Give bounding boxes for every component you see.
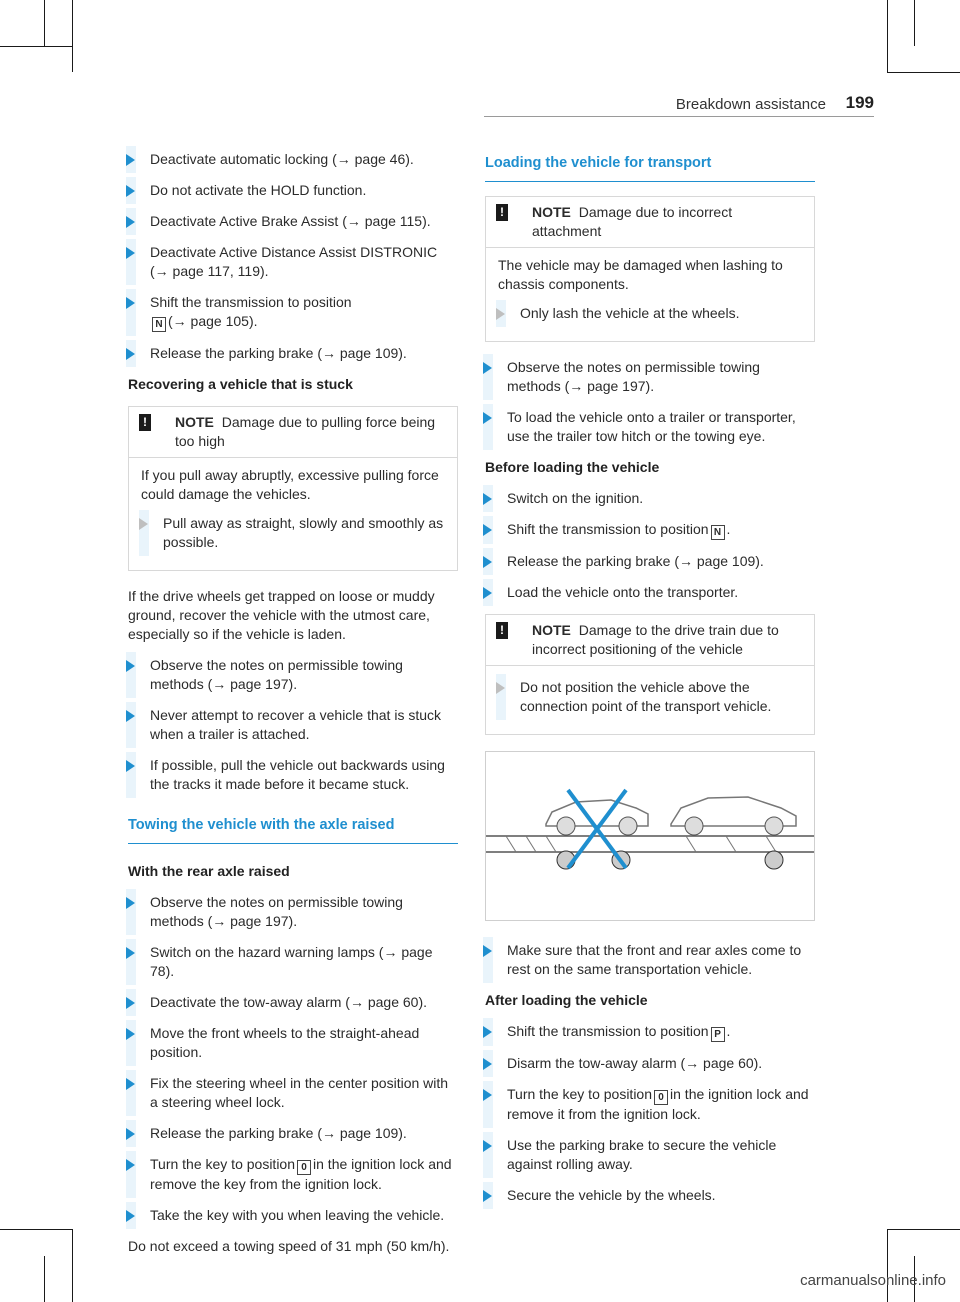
transport-illustration	[485, 751, 815, 921]
list-item: Deactivate Active Distance Assist DISTRONIC (→ page 117, 119).	[128, 243, 458, 281]
gear-key-label: N	[711, 525, 725, 540]
crop-mark	[0, 46, 72, 47]
list-item: Move the front wheels to the straight-ahead position.	[128, 1024, 458, 1062]
arrow-icon	[126, 997, 135, 1009]
note-box	[128, 406, 458, 571]
crop-mark	[914, 0, 915, 46]
arrow-icon	[126, 897, 135, 909]
crop-mark	[887, 0, 888, 72]
arrow-icon	[483, 587, 492, 599]
list-item: Secure the vehicle by the wheels.	[485, 1186, 815, 1205]
list-item: Release the parking brake (→ page 109).	[128, 1124, 458, 1143]
arrow-icon	[126, 1128, 135, 1140]
subheading: With the rear axle raised	[128, 863, 290, 879]
arrow-icon	[496, 308, 505, 320]
wheel	[765, 817, 783, 835]
warning-icon: !	[496, 204, 508, 221]
arrow-icon	[483, 556, 492, 568]
list-item: Do not activate the HOLD function.	[128, 181, 458, 200]
list-item: Observe the notes on permissible towing methods (→ page 197).	[128, 656, 458, 694]
wheel	[619, 817, 637, 835]
list-item: Deactivate the tow-away alarm (→ page 60).	[128, 993, 458, 1012]
arrow-icon	[496, 682, 505, 694]
crop-mark	[44, 0, 45, 46]
wheel	[557, 817, 575, 835]
right-column	[485, 150, 815, 1217]
arrow-icon	[139, 518, 148, 530]
note-title: Damage due to incorrect attachment	[532, 204, 733, 239]
arrow-icon	[126, 1210, 135, 1222]
crop-mark	[44, 1256, 45, 1302]
arrow-icon	[483, 1089, 492, 1101]
warning-icon: !	[139, 414, 151, 431]
subheading: Recovering a vehicle that is stuck	[128, 376, 353, 392]
note-label: NOTE	[532, 204, 571, 220]
arrow-icon	[483, 412, 492, 424]
list-item: Take the key with you when leaving the vehicle.	[128, 1206, 458, 1225]
arrow-icon	[483, 1140, 492, 1152]
paragraph: If the drive wheels get trapped on loose or muddy ground, recover the vehicle with the utmost care, especially so if the vehicle is laden.	[128, 588, 435, 642]
wheel	[685, 817, 703, 835]
crop-mark	[0, 1229, 72, 1230]
transport-wheel	[765, 851, 783, 869]
list-item: Do not position the vehicle above the connection point of the transport vehicle.	[498, 678, 802, 716]
list-item: Observe the notes on permissible towing methods (→ page 197).	[128, 893, 458, 931]
gear-key-label: N	[152, 317, 166, 332]
list-item: Pull away as straight, slowly and smoothly as possible.	[141, 514, 445, 552]
page-header	[484, 92, 874, 122]
list-item: Shift the transmission to position N (→ page 105).	[128, 293, 458, 332]
list-item: Never attempt to recover a vehicle that is stuck when a trailer is attached.	[128, 706, 458, 744]
list-item: Switch on the hazard warning lamps (→ page 78).	[128, 943, 458, 981]
section-divider	[485, 181, 815, 182]
arrow-icon	[126, 247, 135, 259]
arrow-icon	[483, 524, 492, 536]
note-title: Damage due to pulling force being too high	[175, 414, 436, 449]
ignition-key-label: 0	[297, 1160, 311, 1175]
paragraph: Do not exceed a towing speed of 31 mph (50 km/h).	[128, 1238, 450, 1254]
crop-mark	[72, 1229, 73, 1302]
list-item: Only lash the vehicle at the wheels.	[498, 304, 802, 323]
arrow-icon	[483, 1190, 492, 1202]
crop-mark	[887, 1229, 888, 1302]
note-box	[485, 614, 815, 735]
arrow-icon	[126, 348, 135, 360]
ignition-key-label: 0	[654, 1090, 668, 1105]
list-item: Release the parking brake (→ page 109).	[128, 344, 458, 363]
rail-struts	[506, 836, 776, 852]
arrow-icon	[483, 945, 492, 957]
arrow-icon	[126, 660, 135, 672]
arrow-icon	[483, 493, 492, 505]
section-title: Loading the vehicle for transport	[485, 155, 712, 171]
arrow-icon	[483, 1026, 492, 1038]
list-item: Disarm the tow-away alarm (→ page 60).	[485, 1054, 815, 1073]
list-item: Turn the key to position 0 in the ignition lock and remove it from the ignition lock.	[485, 1085, 815, 1124]
subheading: Before loading the vehicle	[485, 459, 660, 475]
arrow-icon	[126, 947, 135, 959]
left-column	[128, 150, 458, 1268]
arrow-icon	[126, 1159, 135, 1171]
warning-icon: !	[496, 622, 508, 639]
list-item: Shift the transmission to position P .	[485, 1022, 815, 1042]
note-label: NOTE	[175, 414, 214, 430]
header-divider	[484, 116, 874, 117]
list-item: Load the vehicle onto the transporter.	[485, 583, 815, 602]
list-item: Deactivate Active Brake Assist (→ page 115).	[128, 212, 458, 231]
section-divider	[128, 843, 458, 844]
watermark-link[interactable]: carmanualsonline.info	[800, 1272, 946, 1289]
list-item: Shift the transmission to position N .	[485, 520, 815, 540]
subheading: After loading the vehicle	[485, 992, 648, 1008]
page-title: Breakdown assistance	[675, 96, 826, 113]
arrow-icon	[126, 154, 135, 166]
crop-mark	[887, 72, 960, 73]
arrow-icon	[126, 216, 135, 228]
transporter-diagram	[486, 752, 815, 920]
arrow-icon	[126, 297, 135, 309]
arrow-icon	[126, 185, 135, 197]
arrow-icon	[126, 1028, 135, 1040]
gear-key-label: P	[711, 1027, 725, 1042]
crop-mark	[887, 1229, 960, 1230]
list-item: Release the parking brake (→ page 109).	[485, 552, 815, 571]
arrow-icon	[483, 1058, 492, 1070]
arrow-icon	[483, 362, 492, 374]
list-item: If possible, pull the vehicle out backwards using the tracks it made before it became stuck.	[128, 756, 458, 794]
page-number: 199	[845, 93, 874, 112]
list-item: Make sure that the front and rear axles come to rest on the same transportation vehicle.	[485, 941, 815, 979]
note-body: If you pull away abruptly, excessive pulling force could damage the vehicles.	[141, 467, 439, 502]
arrow-icon	[126, 760, 135, 772]
list-item: To load the vehicle onto a trailer or transporter, use the trailer tow hitch or the towing eye.	[485, 408, 815, 446]
list-item: Turn the key to position 0 in the ignition lock and remove the key from the ignition lock.	[128, 1155, 458, 1194]
list-item: Use the parking brake to secure the vehicle against rolling away.	[485, 1136, 815, 1174]
note-label: NOTE	[532, 622, 571, 638]
list-item: Switch on the ignition.	[485, 489, 815, 508]
arrow-icon	[126, 1078, 135, 1090]
list-item: Fix the steering wheel in the center position with a steering wheel lock.	[128, 1074, 458, 1112]
note-body: The vehicle may be damaged when lashing to chassis components.	[498, 257, 783, 292]
arrow-icon	[126, 710, 135, 722]
list-item: Deactivate automatic locking (→ page 46).	[128, 150, 458, 169]
section-title: Towing the vehicle with the axle raised	[128, 817, 395, 833]
note-box	[485, 196, 815, 342]
list-item: Observe the notes on permissible towing methods (→ page 197).	[485, 358, 815, 396]
crop-mark	[72, 0, 73, 72]
note-title: Damage to the drive train due to incorrect positioning of the vehicle	[532, 622, 779, 657]
